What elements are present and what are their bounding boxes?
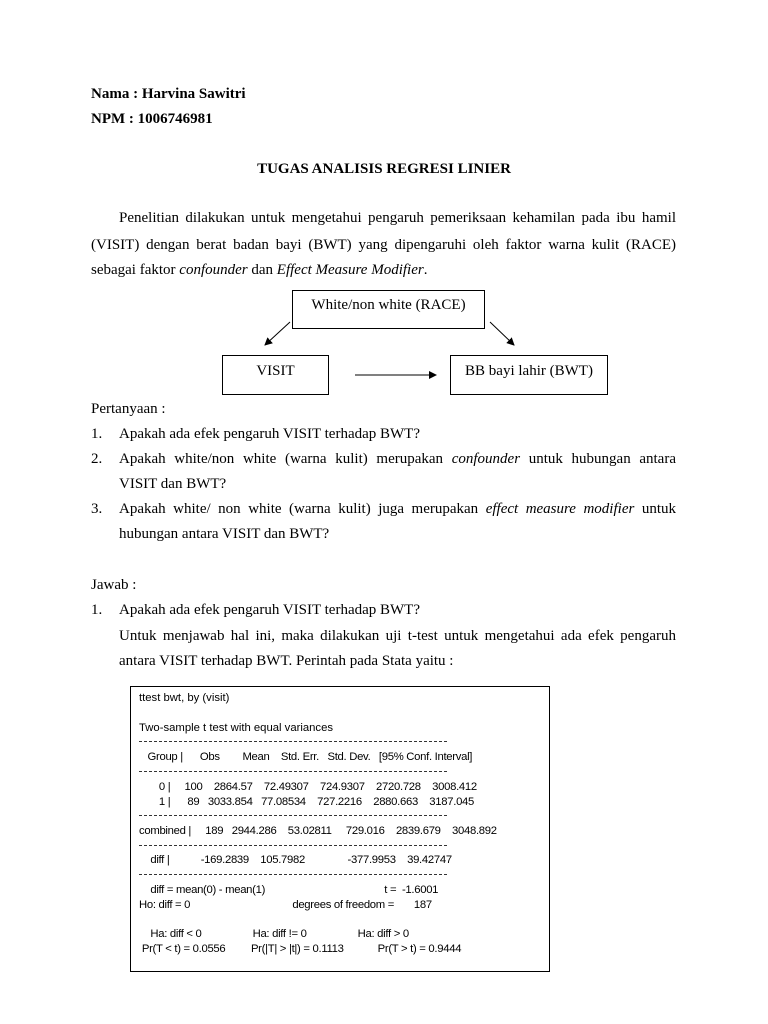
stata-null-hypothesis: Ho: diff = 0 degrees of freedom = 187: [139, 899, 432, 911]
arrow-race-visit: [265, 322, 290, 345]
q2-text: Apakah white/non white (warna kulit) merupakan confounder untuk hubungan antara: [119, 451, 676, 467]
divider: [139, 845, 447, 846]
race-box: White/non white (RACE): [292, 290, 485, 329]
intro-line-1: Penelitian dilakukan untuk mengetahui pengaruh pemeriksaan kehamilan pada ibu hamil: [119, 210, 676, 226]
questions-heading: Pertanyaan :: [91, 401, 166, 417]
a1-paragraph-line-1: Untuk menjawab hal ini, maka dilakukan uji t-test untuk mengetahui ada efek pengaruh: [119, 628, 676, 644]
stata-command: ttest bwt, by (visit): [139, 692, 230, 704]
stata-row-0: 0 | 100 2864.57 72.49307 724.9307 2720.728 3008.412: [139, 781, 477, 793]
a1-question: Apakah ada efek pengaruh VISIT terhadap BWT?: [119, 602, 420, 618]
student-npm: NPM : 1006746981: [91, 111, 213, 127]
student-name: Nama : Harvina Sawitri: [91, 86, 246, 102]
stata-row-diff: diff | -169.2839 105.7982 -377.9953 39.42747: [139, 854, 452, 866]
q3-number: 3.: [91, 501, 103, 517]
stata-p-values: Pr(T < t) = 0.0556 Pr(|T| > |t|) = 0.1113 Pr(T > t) = 0.9444: [139, 943, 462, 955]
intro-line-2: (VISIT) dengan berat badan bayi (BWT) yang dipengaruhi oleh faktor warna kulit (RACE): [91, 237, 676, 253]
bwt-box: BB bayi lahir (BWT): [450, 355, 608, 395]
arrow-race-bwt: [490, 322, 514, 345]
q1-number: 1.: [91, 426, 103, 442]
a1-paragraph-line-2: antara VISIT terhadap BWT. Perintah pada Stata yaitu :: [119, 653, 454, 669]
a1-number: 1.: [91, 602, 103, 618]
stata-row-combined: combined | 189 2944.286 53.02811 729.016 2839.679 3048.892: [139, 825, 497, 837]
diagram-arrows: [0, 0, 768, 420]
q2-number: 2.: [91, 451, 103, 467]
divider: [139, 771, 447, 772]
page-title: TUGAS ANALISIS REGRESI LINIER: [257, 161, 511, 177]
stata-test-title: Two-sample t test with equal variances: [139, 722, 334, 734]
stata-output: [130, 686, 550, 972]
stata-table-header: Group | Obs Mean Std. Err. Std. Dev. [95% Conf. Interval]: [139, 751, 473, 763]
divider: [139, 874, 447, 875]
visit-box: VISIT: [222, 355, 329, 395]
q3-text-cont: hubungan antara VISIT dan BWT?: [119, 526, 330, 542]
stata-row-1: 1 | 89 3033.854 77.08534 727.2216 2880.663 3187.045: [139, 796, 475, 808]
stata-diff-definition: diff = mean(0) - mean(1) t = -1.6001: [139, 884, 439, 896]
q1-text: Apakah ada efek pengaruh VISIT terhadap BWT?: [119, 426, 420, 442]
answers-heading: Jawab :: [91, 577, 137, 593]
q3-text: Apakah white/ non white (warna kulit) juga merupakan effect measure modifier untuk: [119, 501, 676, 517]
q2-text-cont: VISIT dan BWT?: [119, 476, 227, 492]
divider: [139, 741, 447, 742]
stata-alt-hypotheses: Ha: diff < 0 Ha: diff != 0 Ha: diff > 0: [139, 928, 409, 940]
divider: [139, 815, 447, 816]
intro-line-3: sebagai faktor confounder dan Effect Measure Modifier.: [91, 262, 428, 278]
